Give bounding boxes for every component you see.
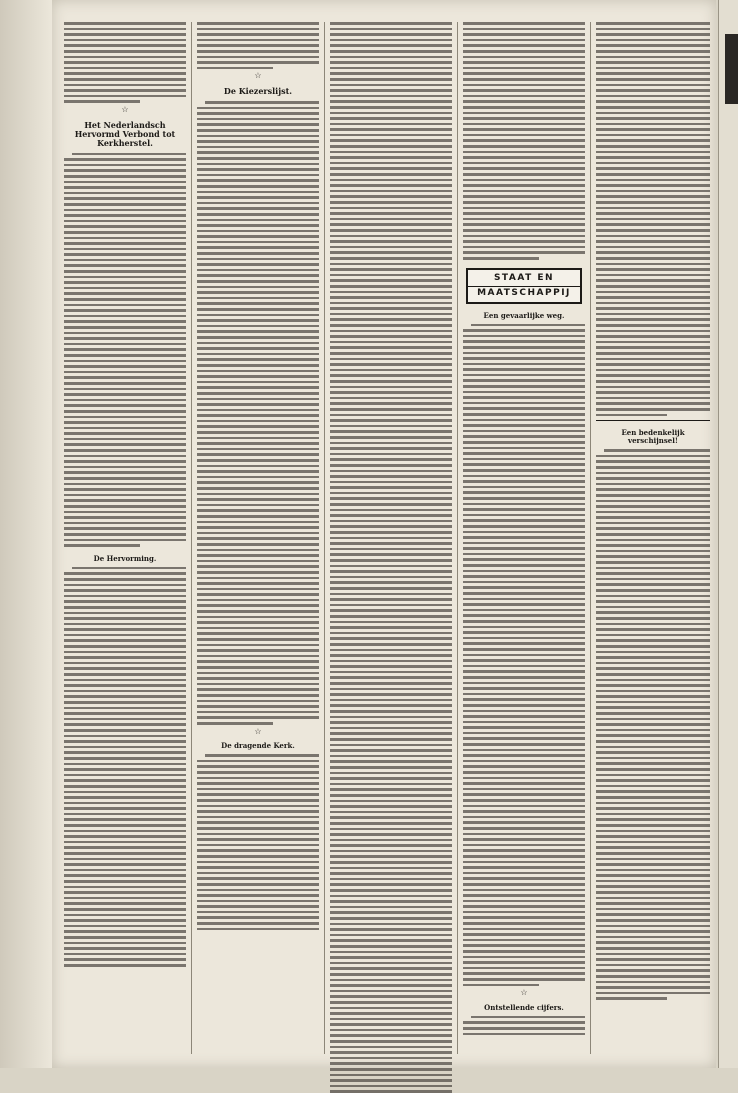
article-heading: De Kiezerslijst. [223, 86, 293, 97]
article-heading: De Hervorming. [93, 553, 157, 563]
ornament-star: ☆ [520, 988, 528, 998]
article-heading: Ontstellende cijfers. [484, 1002, 564, 1012]
article-heading: De dragende Kerk. [221, 741, 295, 751]
section-rule [596, 420, 710, 421]
column-divider [191, 22, 192, 1054]
column-divider [590, 22, 591, 1054]
ornament-star: ☆ [254, 726, 262, 736]
article-heading: Het Nederlandsch Hervormd Verbond tot Kerkherstel. [74, 119, 176, 148]
column-2 [197, 22, 319, 1054]
section-banner [466, 268, 582, 304]
column-3 [330, 22, 452, 1054]
adjacent-page-edge [718, 0, 738, 1068]
banner-line-1: STAAT EN [493, 272, 555, 283]
ornament-star: ☆ [121, 104, 129, 114]
article-heading: Een gevaarlijke weg. [483, 310, 565, 320]
ornament-star: ☆ [254, 71, 262, 81]
newspaper-page [52, 0, 716, 1068]
column-4 [463, 22, 585, 1054]
column-5 [596, 22, 710, 1054]
article-heading: Een bedenkelijk verschijnsel! [621, 428, 685, 446]
column-divider [457, 22, 458, 1054]
banner-line-2: MAATSCHAPPIJ [468, 286, 580, 299]
page-binding [0, 0, 52, 1068]
adjacent-masthead-fragment [725, 34, 738, 104]
column-divider [324, 22, 325, 1054]
column-1 [64, 22, 186, 1054]
